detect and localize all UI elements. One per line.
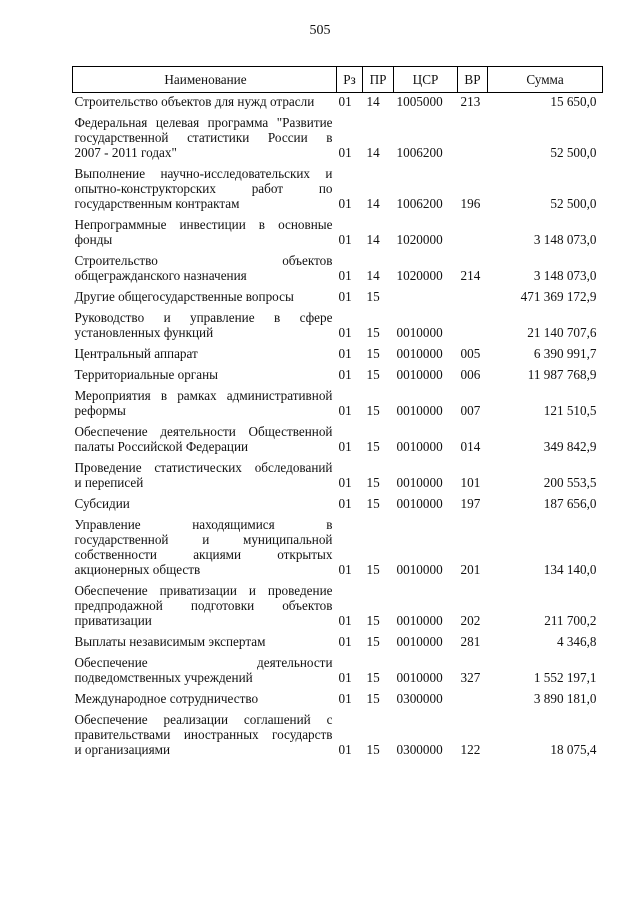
cell-csr: 0010000 [396, 496, 443, 511]
cell-csr: 0010000 [396, 325, 443, 340]
cell-sum: 187 656,0 [543, 496, 597, 511]
cell-pr: 15 [366, 634, 380, 649]
cell-sum: 52 500,0 [550, 196, 597, 211]
name-line: Обеспечение деятельности Общественной [74, 424, 333, 439]
cell-pr: 14 [366, 94, 380, 109]
table-row [73, 649, 603, 685]
cell-name [73, 340, 337, 361]
cell-sum: 471 369 172,9 [520, 289, 597, 304]
cell-vr: 122 [460, 742, 481, 757]
name-line: Другие общегосударственные вопросы [74, 289, 294, 304]
cell-csr: 1006200 [396, 196, 443, 211]
name-line: Территориальные органы [74, 367, 218, 382]
cell-name [73, 685, 337, 706]
header-csr: ЦСР [394, 67, 458, 93]
header-rz: Рз [337, 67, 363, 93]
name-line: Обеспечение реализации соглашений с [74, 712, 333, 727]
name-line: подведомственных учреждений [74, 670, 253, 685]
name-line: приватизации [74, 613, 152, 628]
name-line: государственным контрактам [74, 196, 240, 211]
cell-vr [458, 211, 488, 247]
name-line: Центральный аппарат [74, 346, 198, 361]
header-sum: Сумма [488, 67, 603, 93]
cell-pr: 15 [366, 439, 380, 454]
name-line: Строительство объектов [74, 253, 333, 268]
cell-pr: 15 [366, 691, 380, 706]
cell-sum: 211 700,2 [544, 613, 597, 628]
cell-csr: 0010000 [396, 346, 443, 361]
cell-csr: 0300000 [396, 742, 443, 757]
cell-vr: 101 [460, 475, 481, 490]
cell-pr: 15 [366, 613, 380, 628]
cell-vr: 202 [460, 613, 481, 628]
cell-rz: 01 [338, 232, 352, 247]
table-row [73, 304, 603, 340]
cell-vr: 214 [460, 268, 481, 283]
table-row [73, 247, 603, 283]
table-row [73, 382, 603, 418]
table-row [73, 685, 603, 706]
cell-name [73, 577, 337, 628]
name-line: государственной и муниципальной [74, 532, 333, 547]
cell-pr: 15 [366, 403, 380, 418]
cell-sum: 4 346,8 [556, 634, 597, 649]
name-line: Мероприятия в рамках административной [74, 388, 333, 403]
name-line: Выполнение научно-исследовательских и [74, 166, 333, 181]
cell-csr: 0010000 [396, 475, 443, 490]
name-line: установленных функций [74, 325, 214, 340]
cell-rz: 01 [338, 742, 352, 757]
cell-vr: 213 [460, 94, 481, 109]
cell-name [73, 247, 337, 283]
cell-csr: 0010000 [396, 562, 443, 577]
name-line: предпродажной подготовки объектов [74, 598, 333, 613]
header-name: Наименование [73, 67, 337, 93]
cell-rz: 01 [338, 634, 352, 649]
cell-sum: 349 842,9 [543, 439, 597, 454]
cell-rz: 01 [338, 439, 352, 454]
table-row [73, 511, 603, 577]
cell-rz: 01 [338, 367, 352, 382]
name-line: Международное сотрудничество [74, 691, 259, 706]
cell-csr: 0010000 [396, 613, 443, 628]
table-row [73, 93, 603, 110]
name-line: Непрограммные инвестиции в основные [74, 217, 333, 232]
cell-vr [458, 283, 488, 304]
cell-name [73, 490, 337, 511]
cell-rz: 01 [338, 403, 352, 418]
cell-csr: 0010000 [396, 439, 443, 454]
cell-sum: 15 650,0 [550, 94, 597, 109]
cell-vr: 196 [460, 196, 481, 211]
name-line: и организациями [74, 742, 171, 757]
cell-pr: 15 [366, 367, 380, 382]
cell-csr: 0010000 [396, 403, 443, 418]
table-row [73, 361, 603, 382]
name-line: государственной статистики России в [74, 130, 333, 145]
cell-vr: 007 [460, 403, 481, 418]
table-row [73, 454, 603, 490]
name-line: Строительство объектов для нужд отрасли [74, 94, 315, 109]
cell-csr: 1006200 [396, 145, 443, 160]
table-row [73, 490, 603, 511]
name-line: Федеральная целевая программа "Развитие [74, 115, 333, 130]
table-row [73, 628, 603, 649]
cell-pr: 15 [366, 475, 380, 490]
cell-csr: 0300000 [396, 691, 443, 706]
cell-vr [458, 685, 488, 706]
name-line: палаты Российской Федерации [74, 439, 249, 454]
cell-name [73, 649, 337, 685]
cell-name [73, 93, 337, 110]
name-line: Выплаты независимым экспертам [74, 634, 266, 649]
cell-vr: 197 [460, 496, 481, 511]
cell-name [73, 454, 337, 490]
name-line: акционерных обществ [74, 562, 201, 577]
table-header [73, 67, 603, 93]
name-line: Проведение статистических обследований [74, 460, 333, 475]
cell-sum: 121 510,5 [543, 403, 597, 418]
cell-rz: 01 [338, 562, 352, 577]
cell-name [73, 511, 337, 577]
table-row [73, 577, 603, 628]
cell-vr: 005 [460, 346, 481, 361]
name-line: реформы [74, 403, 126, 418]
cell-pr: 14 [366, 268, 380, 283]
cell-rz: 01 [338, 289, 352, 304]
cell-vr [458, 304, 488, 340]
name-line: и переписей [74, 475, 144, 490]
table-row [73, 418, 603, 454]
cell-pr: 14 [366, 232, 380, 247]
name-line: опытно-конструкторских работ по [74, 181, 333, 196]
cell-rz: 01 [338, 670, 352, 685]
table-row [73, 211, 603, 247]
cell-rz: 01 [338, 346, 352, 361]
table-row [73, 160, 603, 211]
cell-pr: 15 [366, 496, 380, 511]
cell-rz: 01 [338, 691, 352, 706]
cell-sum: 18 075,4 [550, 742, 597, 757]
cell-sum: 21 140 707,6 [527, 325, 597, 340]
name-line: Обеспечение деятельности [74, 655, 333, 670]
cell-name [73, 628, 337, 649]
name-line: фонды [74, 232, 113, 247]
cell-vr: 327 [460, 670, 481, 685]
cell-sum: 134 140,0 [543, 562, 597, 577]
name-line: собственности акциями открытых [74, 547, 333, 562]
cell-csr: 0010000 [396, 367, 443, 382]
cell-name [73, 109, 337, 160]
cell-rz: 01 [338, 496, 352, 511]
cell-vr [458, 109, 488, 160]
cell-name [73, 382, 337, 418]
cell-rz: 01 [338, 268, 352, 283]
cell-sum: 11 987 768,9 [527, 367, 597, 382]
name-line: Субсидии [74, 496, 130, 511]
cell-sum: 3 148 073,0 [533, 232, 597, 247]
header-pr: ПР [363, 67, 394, 93]
cell-rz: 01 [338, 145, 352, 160]
cell-sum: 3 148 073,0 [533, 268, 597, 283]
cell-sum: 200 553,5 [543, 475, 597, 490]
budget-table [72, 66, 603, 757]
cell-sum: 1 552 197,1 [533, 670, 597, 685]
name-line: Руководство и управление в сфере [74, 310, 333, 325]
cell-rz: 01 [338, 94, 352, 109]
cell-pr: 15 [366, 670, 380, 685]
cell-rz: 01 [338, 613, 352, 628]
cell-name [73, 706, 337, 757]
header-vr: ВР [458, 67, 488, 93]
table-row [73, 109, 603, 160]
cell-rz: 01 [338, 475, 352, 490]
table-row [73, 340, 603, 361]
cell-csr: 1005000 [396, 94, 443, 109]
cell-name [73, 211, 337, 247]
name-line: общегражданского назначения [74, 268, 247, 283]
name-line: Управление находящимися в [74, 517, 333, 532]
cell-csr [394, 283, 458, 304]
cell-csr: 0010000 [396, 670, 443, 685]
cell-csr: 0010000 [396, 634, 443, 649]
cell-sum: 52 500,0 [550, 145, 597, 160]
cell-csr: 1020000 [396, 232, 443, 247]
page-number: 505 [309, 23, 331, 38]
table-row [73, 283, 603, 304]
cell-pr: 15 [366, 742, 380, 757]
cell-sum: 3 890 181,0 [533, 691, 597, 706]
cell-name [73, 361, 337, 382]
cell-pr: 15 [366, 325, 380, 340]
cell-pr: 15 [366, 346, 380, 361]
name-line: 2007 - 2011 годах" [74, 145, 177, 160]
cell-name [73, 418, 337, 454]
cell-csr: 1020000 [396, 268, 443, 283]
cell-name [73, 160, 337, 211]
cell-vr: 014 [460, 439, 481, 454]
cell-pr: 15 [366, 562, 380, 577]
cell-pr: 15 [366, 289, 380, 304]
cell-name [73, 304, 337, 340]
cell-vr: 281 [460, 634, 481, 649]
cell-rz: 01 [338, 325, 352, 340]
table-row [73, 706, 603, 757]
cell-rz: 01 [338, 196, 352, 211]
name-line: Обеспечение приватизации и проведение [74, 583, 333, 598]
cell-pr: 14 [366, 145, 380, 160]
cell-sum: 6 390 991,7 [533, 346, 597, 361]
cell-name [73, 283, 337, 304]
table-body [73, 93, 603, 758]
name-line: правительствами иностранных государств [74, 727, 333, 742]
cell-vr: 006 [460, 367, 481, 382]
cell-pr: 14 [366, 196, 380, 211]
cell-vr: 201 [460, 562, 481, 577]
